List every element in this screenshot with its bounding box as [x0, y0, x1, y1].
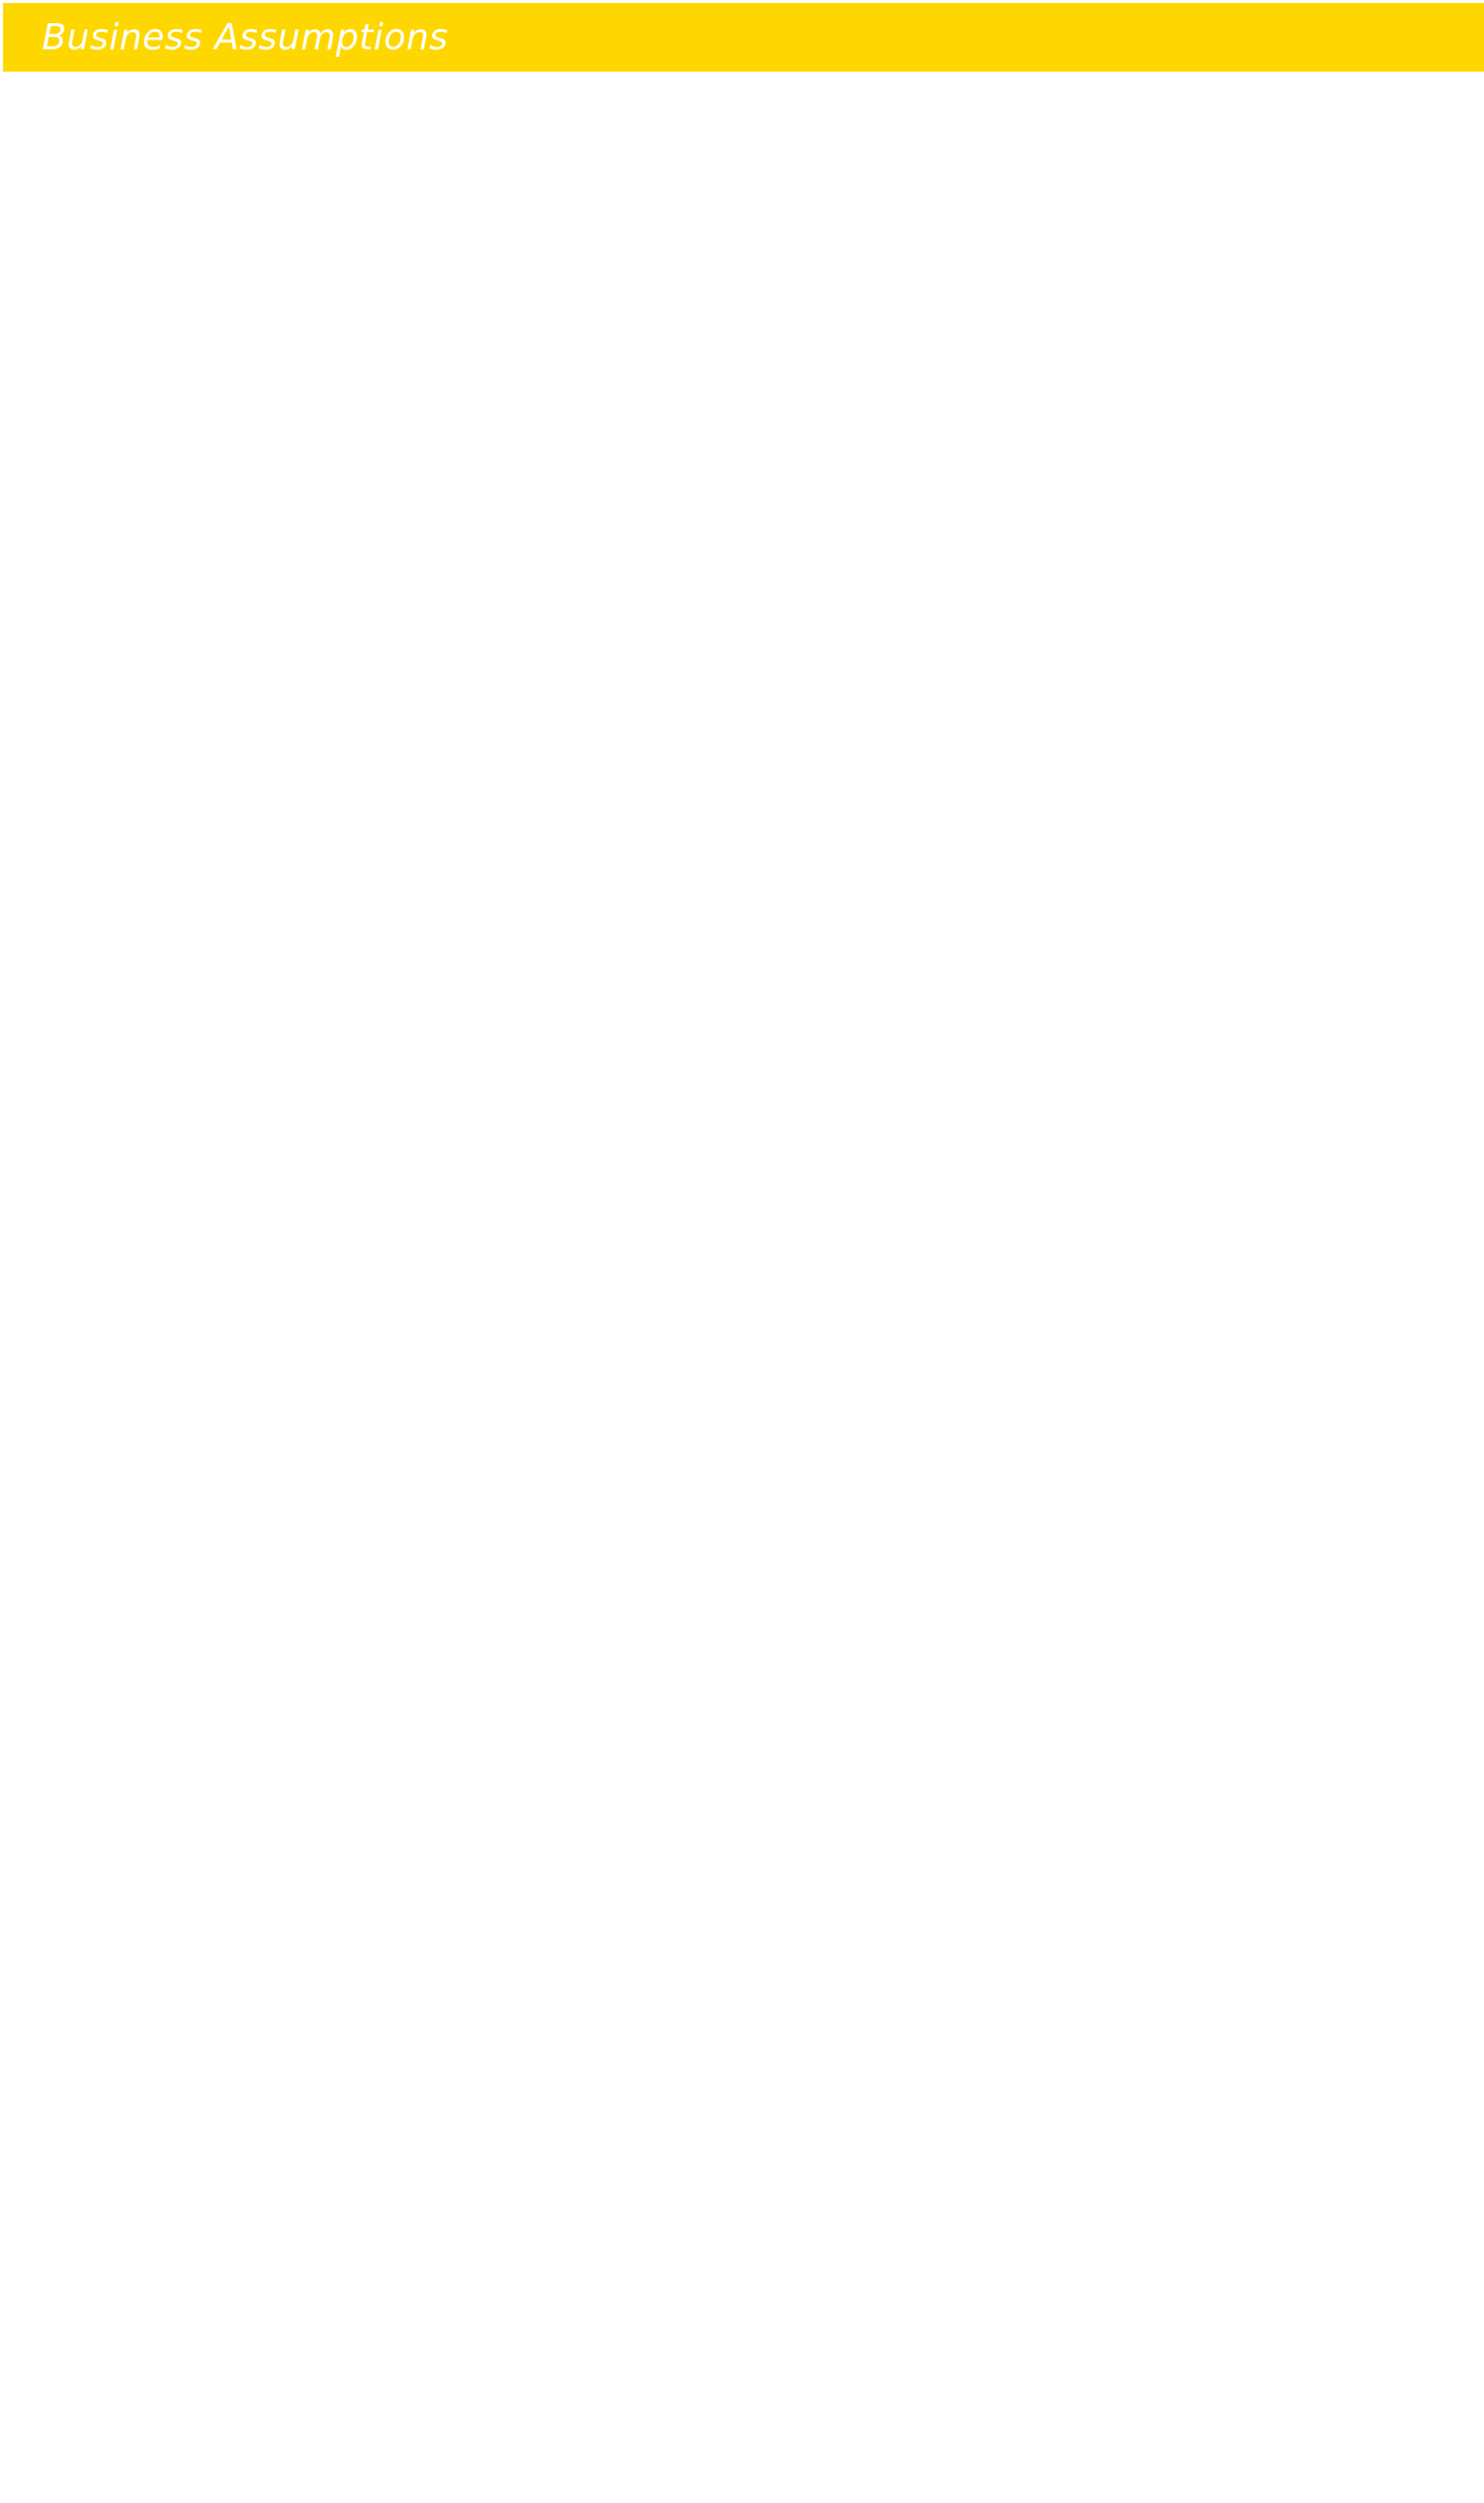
- section-title: Business Assumptions: [42, 16, 449, 58]
- section-header-bar: [3, 3, 1484, 72]
